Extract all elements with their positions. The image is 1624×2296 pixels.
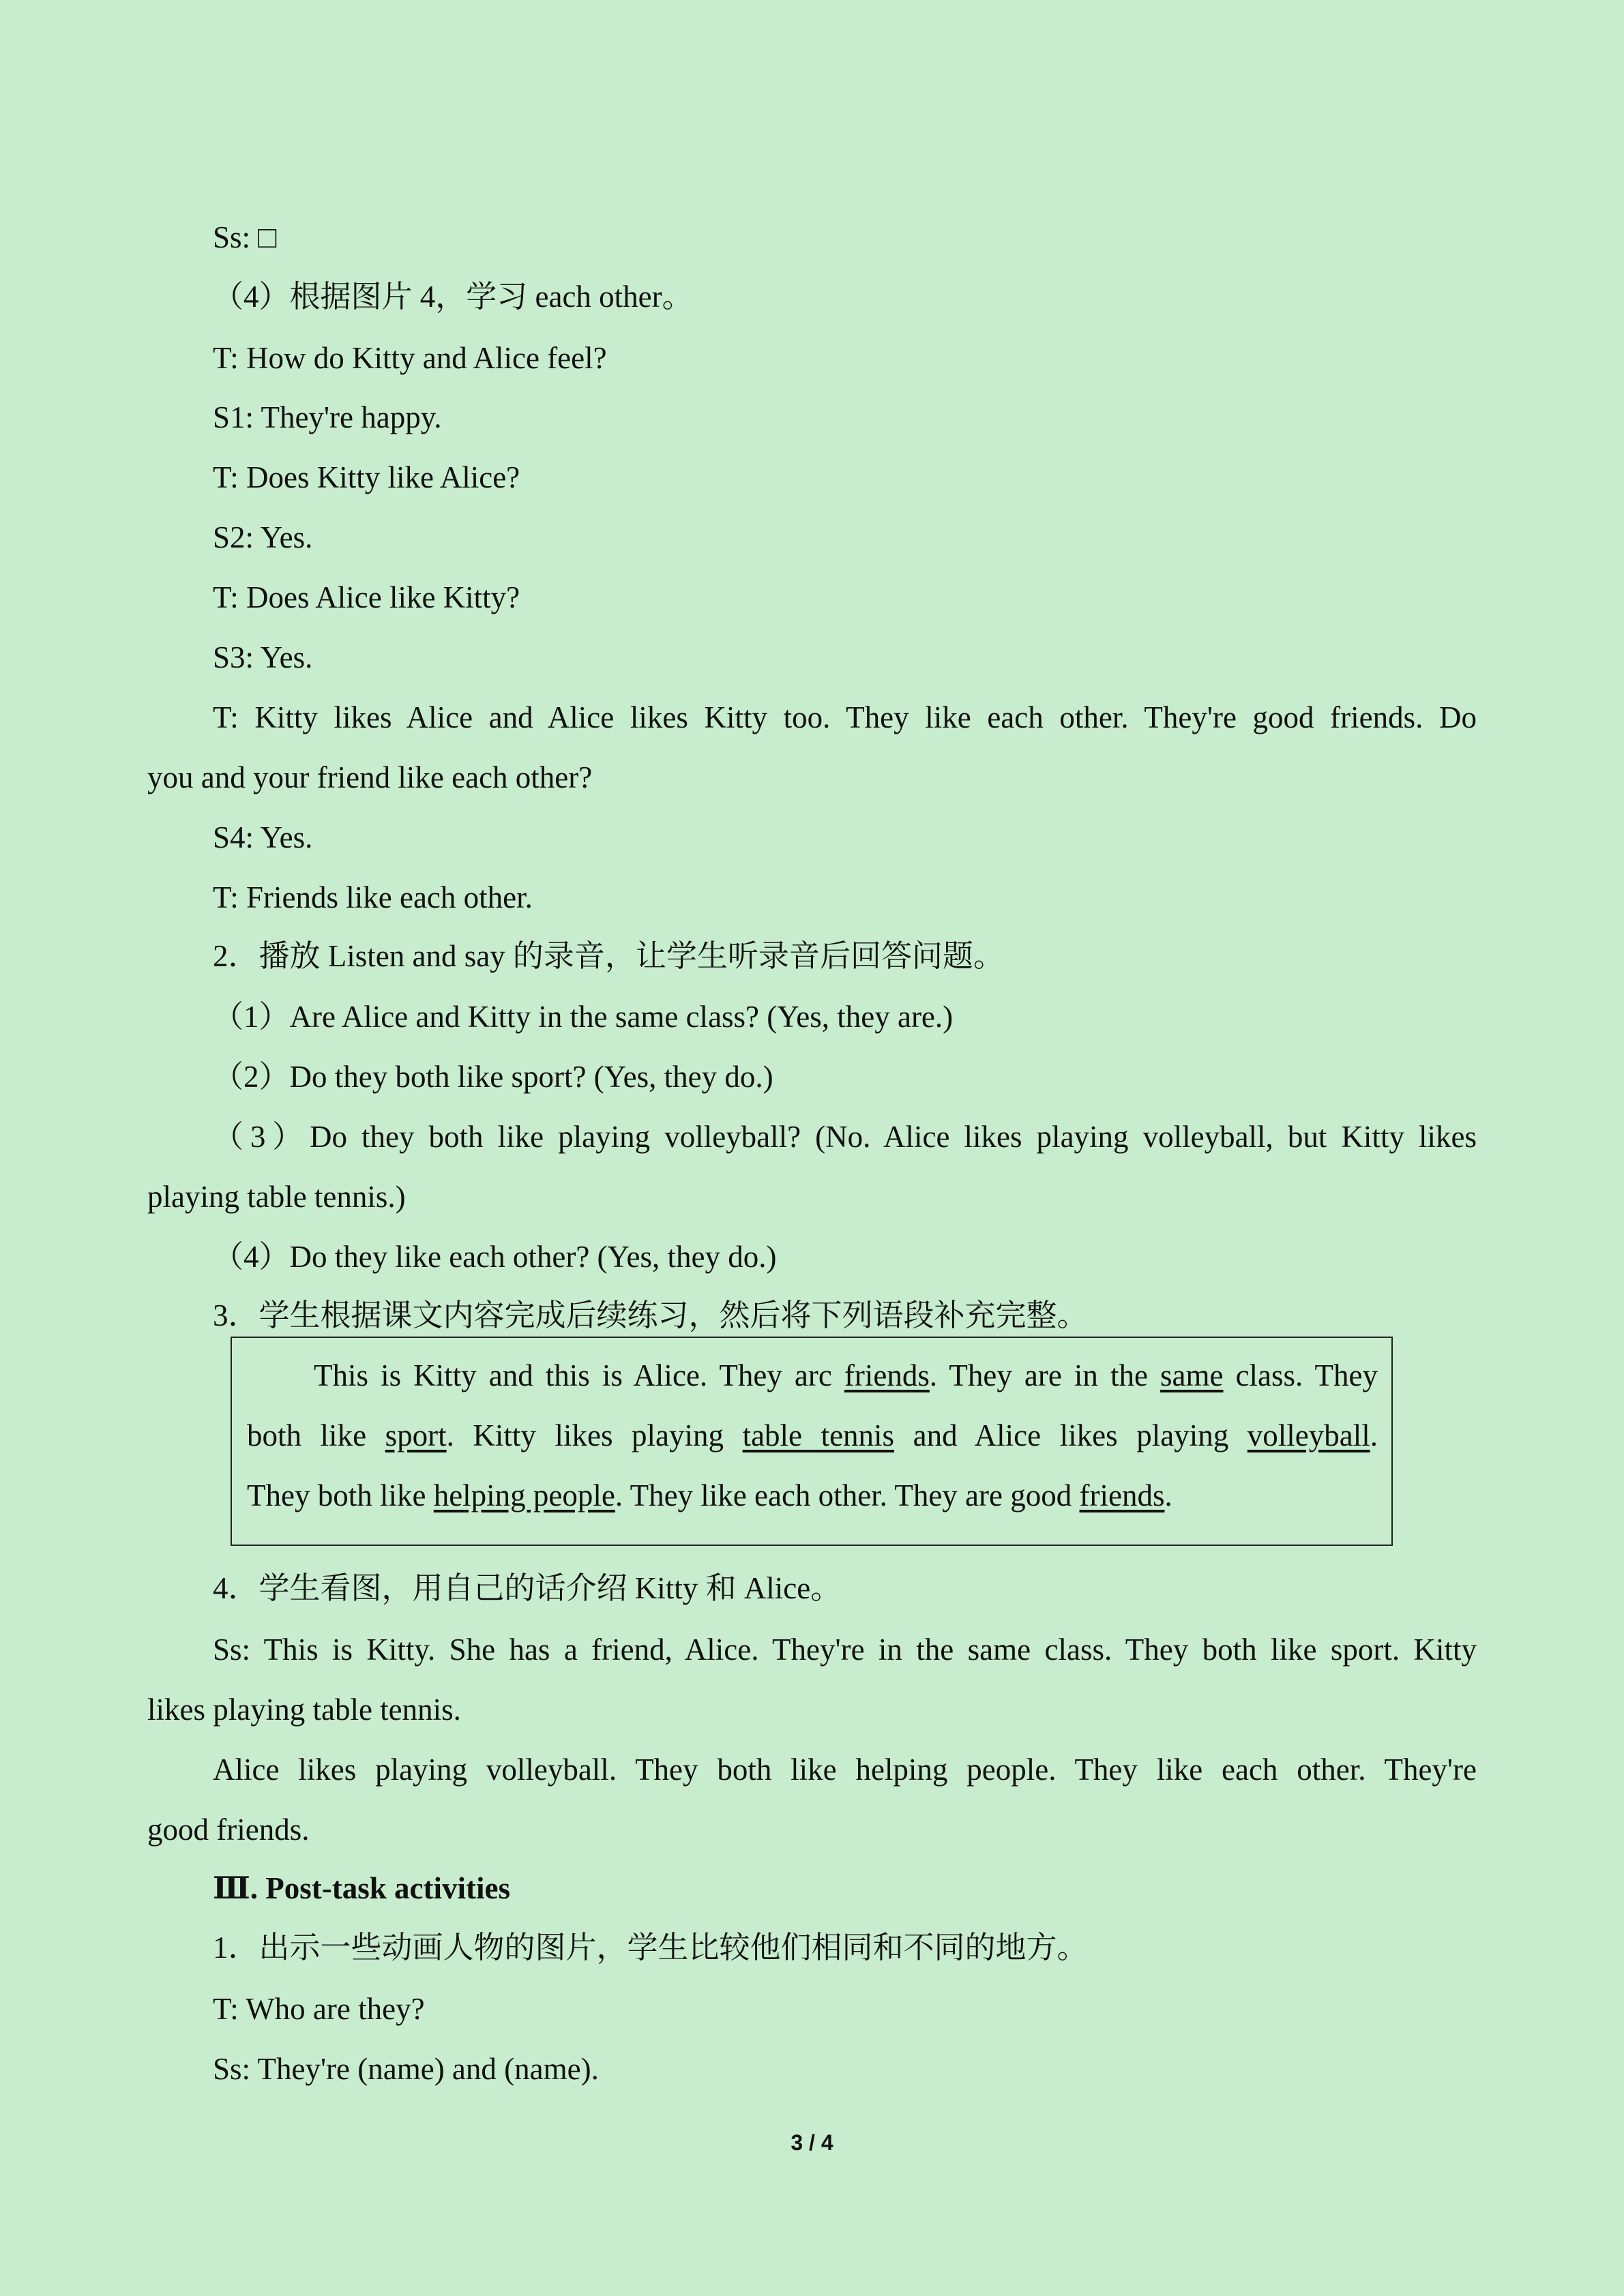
text-line: playing table tennis.): [147, 1180, 406, 1214]
box-line: They both like helping people. They like each other. They are good friends.: [247, 1478, 1172, 1512]
text-line: 3．学生根据课文内容完成后续练习，然后将下列语段补充完整。: [213, 1298, 1088, 1332]
text-line: Alice likes playing volleyball. They both like helping people. They like each other. They're: [213, 1753, 1477, 1787]
answer-blank: friends: [844, 1358, 930, 1392]
text-line: （3）Do they both like playing volleyball? (No. Alice likes playing volleyball, but Kitty likes: [213, 1120, 1477, 1154]
text-line: 2．播放 Listen and say 的录音，让学生听录音后回答问题。: [213, 939, 1004, 973]
text-line: 1．出示一些动画人物的图片，学生比较他们相同和不同的地方。: [213, 1930, 1088, 1965]
text-line: S2: Yes.: [213, 520, 313, 554]
text-line: （4）Do they like each other? (Yes, they do.): [213, 1240, 777, 1274]
text-line: S4: Yes.: [213, 820, 313, 854]
text-line: you and your friend like each other?: [147, 760, 593, 794]
text-line: （1）Are Alice and Kitty in the same class? (Yes, they are.): [213, 1000, 954, 1034]
answer-blank: sport: [385, 1418, 447, 1452]
text-line: S3: Yes.: [213, 640, 313, 674]
text-line: Ss: They're (name) and (name).: [213, 2052, 599, 2086]
text-line: S1: They're happy.: [213, 400, 442, 434]
section-heading: Ⅲ. Post-task activities: [213, 1871, 510, 1905]
box-line: This is Kitty and this is Alice. They arc friends. They are in the same class. They: [314, 1358, 1378, 1392]
text-line: likes playing table tennis.: [147, 1693, 461, 1727]
text-line: T: Does Alice like Kitty?: [213, 580, 520, 614]
text-line: （2）Do they both like sport? (Yes, they do.): [213, 1060, 773, 1094]
answer-blank: same: [1160, 1358, 1224, 1392]
text-line: T: How do Kitty and Alice feel?: [213, 341, 607, 375]
answer-blank: friends: [1079, 1478, 1165, 1512]
text-line: T: Kitty likes Alice and Alice likes Kitty too. They like each other. They're good friends. Do: [213, 700, 1477, 734]
text-line: T: Does Kitty like Alice?: [213, 460, 520, 494]
text-line: T: Who are they?: [213, 1992, 425, 2026]
box-line: both like sport. Kitty likes playing table tennis and Alice likes playing volleyball.: [247, 1418, 1378, 1452]
text-line: Ss: □: [213, 220, 277, 254]
text-line: 4．学生看图，用自己的话介绍 Kitty 和 Alice。: [213, 1571, 842, 1605]
text-line: Ss: This is Kitty. She has a friend, Alice. They're in the same class. They both like sport. Kitty: [213, 1632, 1477, 1667]
answer-blank: volleyball: [1247, 1418, 1370, 1452]
text-line: （4）根据图片 4，学习 each other。: [213, 280, 693, 314]
answer-blank: table tennis: [742, 1418, 895, 1452]
text-line: T: Friends like each other.: [213, 880, 533, 914]
fill-in-paragraph-box: [231, 1337, 1393, 1546]
answer-blank: helping people: [433, 1478, 615, 1512]
page-number: 3 / 4: [791, 2130, 833, 2155]
text-line: good friends.: [147, 1813, 310, 1847]
